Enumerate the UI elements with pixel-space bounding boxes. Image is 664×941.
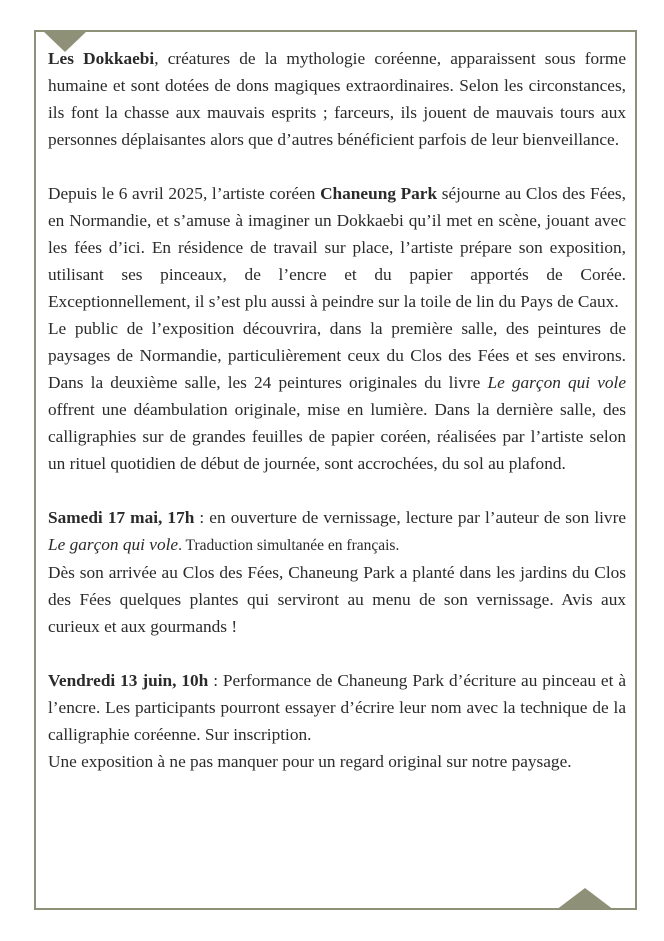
paragraph-saturday-event: Samedi 17 mai, 17h : en ouverture de vernissage, lecture par l’auteur de son livre Le garçon qui vole. Traduction simultanée en français. — [48, 508, 626, 554]
paragraph-gap — [48, 640, 626, 667]
paragraph-friday-event: Vendredi 13 juin, 10h : Performance de Chaneung Park d’écriture au pinceau et à l’encre. Les participants pourront essayer d’écrire leur nom avec la technique de la calligraphie coréenne. Sur inscription. — [48, 671, 627, 744]
paragraph-gap — [48, 477, 626, 504]
article-body — [48, 45, 626, 775]
paragraph-closing: Une exposition à ne pas manquer pour un regard original sur notre paysage. — [48, 752, 572, 771]
corner-ornament-bottom-right — [556, 888, 614, 910]
paragraph-exhibition: Le public de l’exposition découvrira, dans la première salle, des peintures de paysages de Normandie, particulièrement ceux du Clos des Fées et ses environs. Dans la deuxième salle, les 24 peintures originales du livre Le garçon qui vole offrent une déambulation originale, mise en lumière. Dans la dernière salle, des calligraphies sur de grandes feuilles de papier coréen, réalisées par l’artiste selon un rituel quotidien de début de journée, sont accrochées, du sol au plafond. — [48, 319, 626, 473]
paragraph-dokkaebi: Les Dokkaebi, créatures de la mythologie coréenne, apparaissent sous forme humaine et sont dotées de dons magiques extraordinaires. Selon les circonstances, ils font la chasse aux mauvais esprits ; farceurs, ils jouent de mauvais tours aux personnes déplaisantes alors que d’autres bénéficient parfois de leur bienveillance. — [48, 49, 626, 149]
paragraph-garden: Dès son arrivée au Clos des Fées, Chaneung Park a planté dans les jardins du Clos des Fées quelques plantes qui serviront au menu de son vernissage. Avis aux curieux et aux gourmands ! — [48, 563, 626, 636]
paragraph-residence: Depuis le 6 avril 2025, l’artiste coréen Chaneung Park séjourne au Clos des Fées, en Normandie, et s’amuse à imaginer un Dokkaebi qu’il met en scène, jouant avec les fées d’ici. En résidence de travail sur place, l’artiste prépare son exposition, utilisant ses pinceaux, de l’encre et du papier apportés de Corée. Exceptionnellement, il s’est plu aussi à peindre sur la toile de lin du Pays de Caux. — [48, 184, 626, 311]
paragraph-gap — [48, 153, 626, 180]
